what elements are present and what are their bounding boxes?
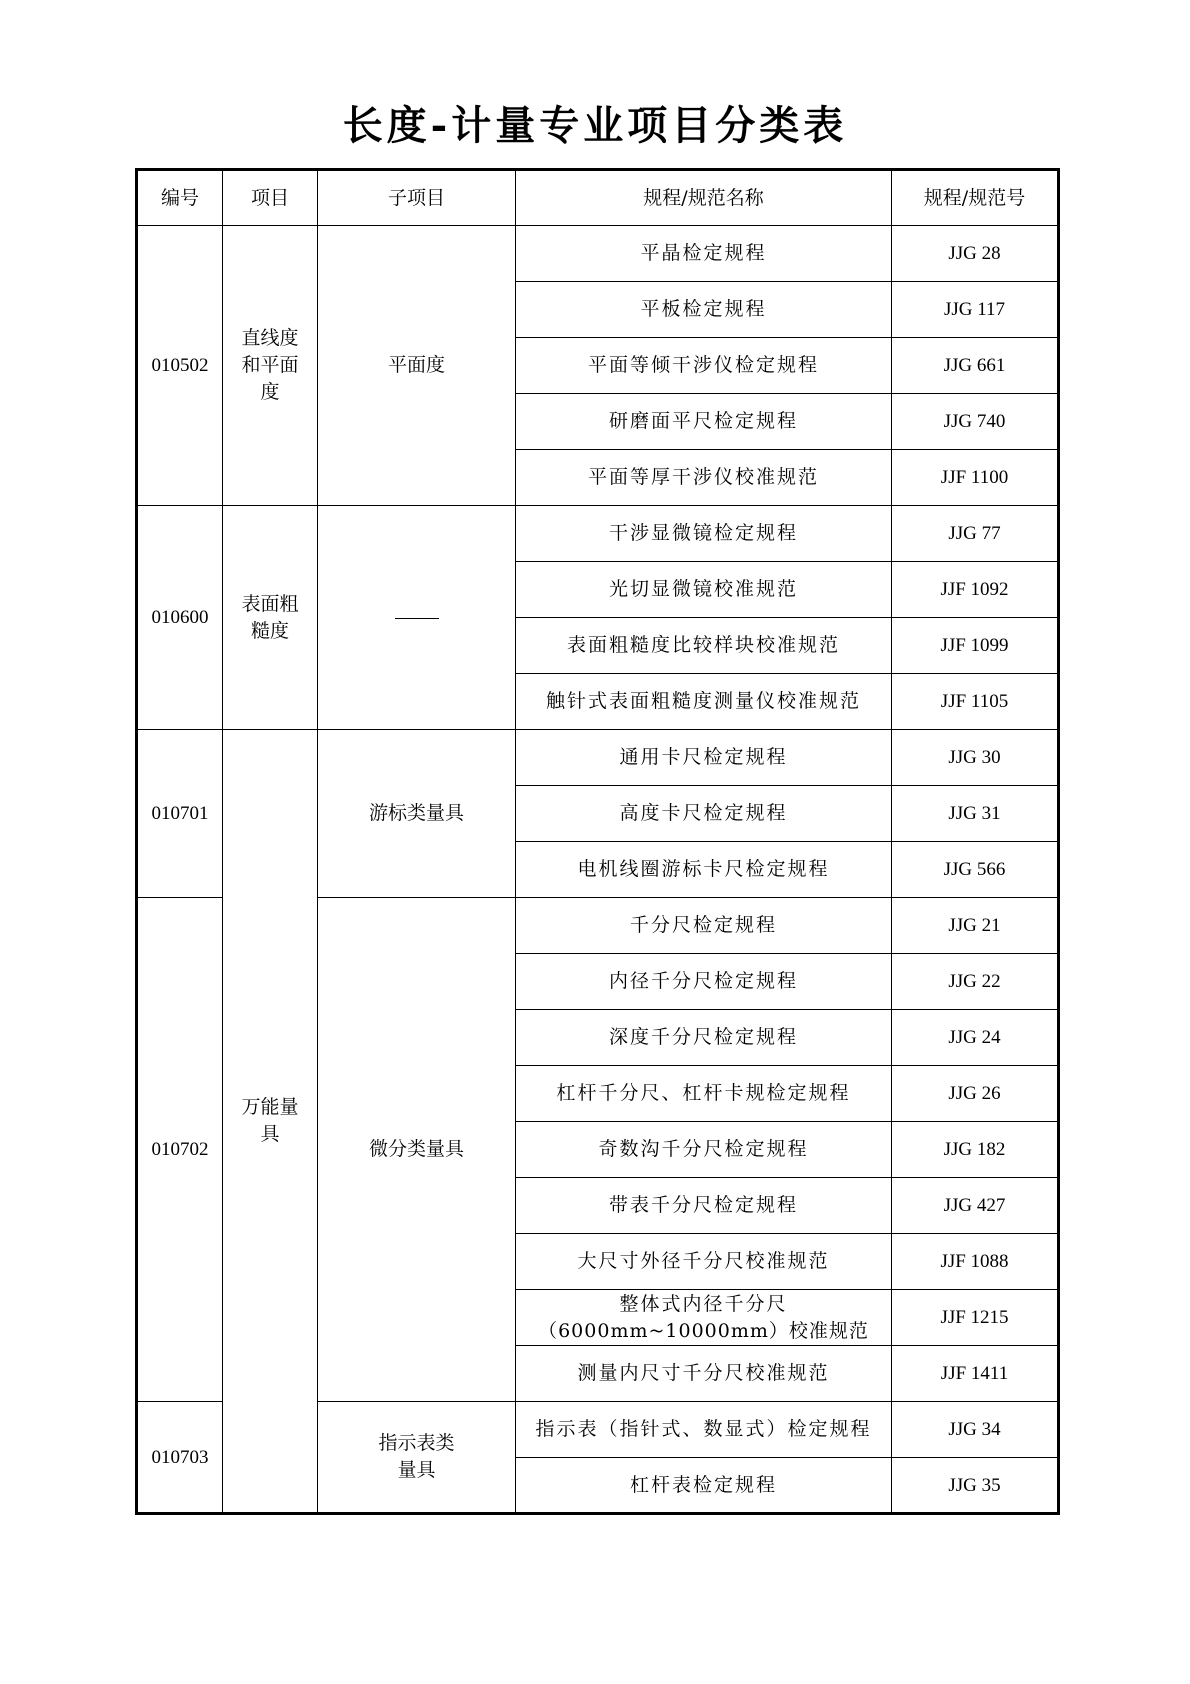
subitem-line: 量具 <box>397 1459 436 1481</box>
table-row <box>137 506 1059 562</box>
spec-no: JJG 117 <box>892 282 1059 338</box>
spec-name: 光切显微镜校准规范 <box>516 562 892 618</box>
spec-name: 平面等厚干涉仪校准规范 <box>516 450 892 506</box>
spec-name: 深度千分尺检定规程 <box>516 1010 892 1066</box>
table-row <box>137 730 1059 786</box>
spec-no: JJG 24 <box>892 1010 1059 1066</box>
item-line: 直线度 <box>241 327 299 349</box>
spec-name: 大尺寸外径千分尺校准规范 <box>516 1234 892 1290</box>
spec-no: JJG 26 <box>892 1066 1059 1122</box>
group-item <box>223 226 318 506</box>
spec-name-line: （6000mm~10000mm）校准规范 <box>538 1319 869 1342</box>
spec-name: 杠杆表检定规程 <box>516 1458 892 1514</box>
spec-name: 杠杆千分尺、杠杆卡规检定规程 <box>516 1066 892 1122</box>
spec-no: JJG 740 <box>892 394 1059 450</box>
dash-mark <box>395 618 439 619</box>
subitem-line: 指示表类 <box>378 1432 455 1454</box>
group-subitem <box>318 1402 516 1514</box>
spec-no: JJF 1100 <box>892 450 1059 506</box>
spec-no: JJG 35 <box>892 1458 1059 1514</box>
header-spec-no: 规程/规范号 <box>892 170 1059 226</box>
spec-name: 奇数沟千分尺检定规程 <box>516 1122 892 1178</box>
table-header-row <box>137 170 1059 226</box>
spec-name: 指示表（指针式、数显式）检定规程 <box>516 1402 892 1458</box>
group-item <box>223 730 318 1514</box>
group-code: 010502 <box>137 226 223 506</box>
group-subitem: 游标类量具 <box>318 730 516 898</box>
spec-name: 千分尺检定规程 <box>516 898 892 954</box>
header-subitem: 子项目 <box>318 170 516 226</box>
group-subitem: 平面度 <box>318 226 516 506</box>
spec-no: JJG 34 <box>892 1402 1059 1458</box>
spec-no: JJG 22 <box>892 954 1059 1010</box>
spec-no: JJG 30 <box>892 730 1059 786</box>
item-line: 糙度 <box>250 619 289 642</box>
spec-no: JJG 661 <box>892 338 1059 394</box>
item-line: 和平面 <box>241 354 299 376</box>
header-code: 编号 <box>137 170 223 226</box>
group-code: 010703 <box>137 1402 223 1514</box>
spec-name: 电机线圈游标卡尺检定规程 <box>516 842 892 898</box>
group-item <box>223 506 318 730</box>
spec-no: JJG 427 <box>892 1178 1059 1234</box>
item-line: 具 <box>260 1123 280 1145</box>
page-title: 长度-计量专业项目分类表 <box>342 102 848 149</box>
spec-name: 平晶检定规程 <box>516 226 892 282</box>
spec-name: 表面粗糙度比较样块校准规范 <box>516 618 892 674</box>
classification-table <box>135 168 1060 1515</box>
spec-no: JJG 77 <box>892 506 1059 562</box>
spec-name: 带表千分尺检定规程 <box>516 1178 892 1234</box>
group-code: 010600 <box>137 506 223 730</box>
item-line: 度 <box>260 381 280 403</box>
group-subitem: 微分类量具 <box>318 898 516 1402</box>
spec-name: 平板检定规程 <box>516 282 892 338</box>
spec-name: 通用卡尺检定规程 <box>516 730 892 786</box>
spec-name: 触针式表面粗糙度测量仪校准规范 <box>516 674 892 730</box>
spec-name: 研磨面平尺检定规程 <box>516 394 892 450</box>
spec-name: 测量内尺寸千分尺校准规范 <box>516 1346 892 1402</box>
spec-no: JJF 1088 <box>892 1234 1059 1290</box>
spec-no: JJF 1105 <box>892 674 1059 730</box>
spec-no: JJG 28 <box>892 226 1059 282</box>
spec-name <box>516 1290 892 1346</box>
group-code: 010701 <box>137 730 223 898</box>
spec-name: 内径千分尺检定规程 <box>516 954 892 1010</box>
spec-no: JJF 1092 <box>892 562 1059 618</box>
spec-name: 高度卡尺检定规程 <box>516 786 892 842</box>
header-spec-name: 规程/规范名称 <box>516 170 892 226</box>
spec-no: JJF 1099 <box>892 618 1059 674</box>
spec-no: JJG 182 <box>892 1122 1059 1178</box>
spec-no: JJG 31 <box>892 786 1059 842</box>
spec-name: 平面等倾干涉仪检定规程 <box>516 338 892 394</box>
item-line: 万能量 <box>241 1096 299 1118</box>
spec-name: 干涉显微镜检定规程 <box>516 506 892 562</box>
item-line: 表面粗 <box>241 592 299 615</box>
table-row <box>137 226 1059 282</box>
spec-no: JJG 21 <box>892 898 1059 954</box>
spec-no: JJF 1215 <box>892 1290 1059 1346</box>
spec-no: JJF 1411 <box>892 1346 1059 1402</box>
spec-name-line: 整体式内径千分尺 <box>619 1292 788 1315</box>
group-subitem-empty <box>318 506 516 730</box>
header-item: 项目 <box>223 170 318 226</box>
spec-no: JJG 566 <box>892 842 1059 898</box>
group-code: 010702 <box>137 898 223 1402</box>
